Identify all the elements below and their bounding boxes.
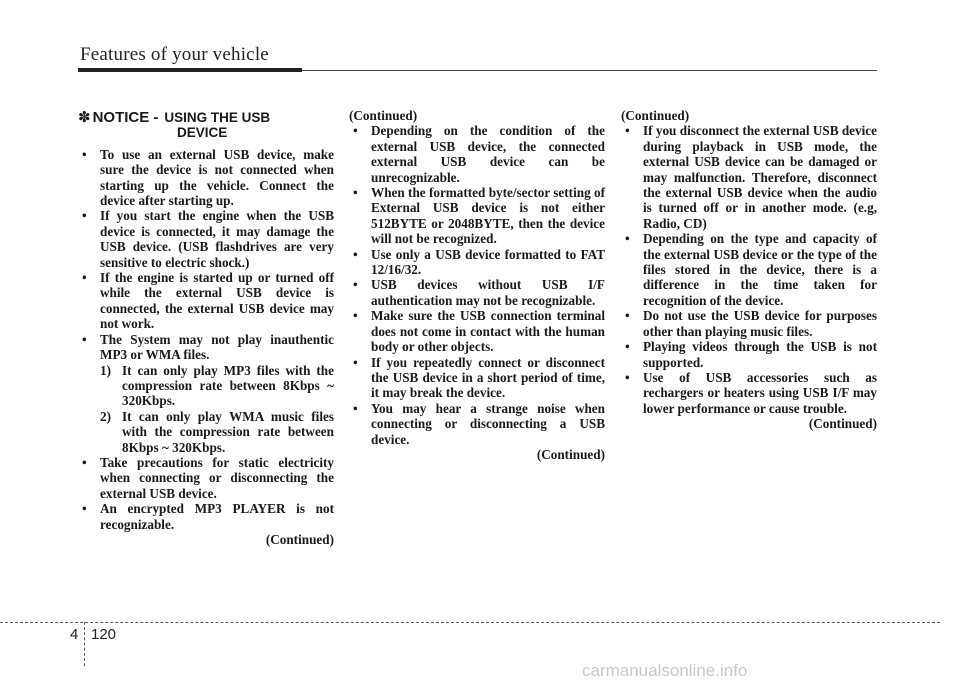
notice-title-line2: DEVICE [177, 125, 228, 141]
section-title: Features of your vehicle [80, 44, 269, 65]
sub-list-item [100, 363, 334, 409]
column-1 [78, 108, 334, 547]
header-bar [78, 68, 302, 72]
chapter-number: 4 [70, 626, 79, 643]
notice-heading [78, 110, 334, 141]
list-item: • If you start the engine when the USB device is connected, it may damage the USB device. (USB flashdrives are very sensitive to electric shock.) [78, 208, 334, 270]
notice-star-icon: ✽ [78, 109, 91, 126]
list-item: • Use of USB accessories such as rechargers or heaters using USB I/F may lower performance or cause trouble. [621, 370, 877, 416]
list-item: • Make sure the USB connection terminal does not come in contact with the human body or other objects. [349, 308, 605, 354]
continued-label: (Continued) [808, 416, 877, 432]
list-item: • An encrypted MP3 PLAYER is not recognizable. [78, 501, 334, 532]
continued-label: (Continued) [536, 446, 605, 462]
sub-list-text: It can only play MP3 files with the compression rate between 8Kbps ~ 320Kbps. [122, 362, 334, 409]
list-item: • If the engine is started up or turned off while the external USB device is connected, the external USB device may not work. [78, 270, 334, 332]
continued-label: (Continued) [265, 531, 334, 547]
list-item: • Playing videos through the USB is not supported. [621, 339, 877, 370]
list-item [78, 332, 334, 455]
notice-list-col1 [78, 147, 334, 532]
list-item: • Take precautions for static electricity when connecting or disconnecting the external USB device. [78, 455, 334, 501]
list-item: • USB devices without USB I/F authentication may not be recognizable. [349, 277, 605, 308]
sub-list [100, 363, 334, 455]
sub-list-item [100, 409, 334, 455]
notice-list-col3 [621, 123, 877, 416]
list-item: • Use only a USB device formatted to FAT 12/16/32. [349, 247, 605, 278]
list-item: • Depending on the type and capacity of the external USB device or the type of the files stored in the device, there is a difference in the time taken for recognition of the device. [621, 231, 877, 308]
header-rule [302, 70, 877, 71]
list-item: • If you disconnect the external USB device during playback in USB mode, the external USB device can be damaged or may malfunction. Therefore, disconnect the external USB device when the audio is turned off or in another mode. (e.g, Radio, CD) [621, 123, 877, 231]
footer-divider [84, 622, 85, 666]
column-2 [349, 108, 605, 462]
sub-list-number: 2) [100, 408, 111, 424]
notice-list-col2 [349, 123, 605, 447]
continued-top-label: (Continued) [621, 108, 690, 123]
list-item: • When the formatted byte/sector setting of External USB device is not either 512BYTE or 2048BYTE, then the device will not be recognized. [349, 185, 605, 247]
notice-title-line1: USING THE USB [164, 110, 271, 125]
list-item: • To use an external USB device, make sure the device is not connected when starting up the vehicle. Connect the device after starting up. [78, 147, 334, 209]
notice-label: NOTICE - [92, 109, 159, 126]
list-item: • Do not use the USB device for purposes other than playing music files. [621, 308, 877, 339]
list-item: • Depending on the condition of the external USB device, the connected external USB device can be unrecognizable. [349, 123, 605, 185]
column-3 [621, 108, 877, 432]
continued-top-label: (Continued) [349, 108, 418, 123]
watermark: carmanualsonline.info [582, 661, 748, 680]
footer-rule [0, 622, 940, 623]
list-item-text: The System may not play inauthentic MP3 or WMA files. [100, 331, 334, 363]
list-item: • If you repeatedly connect or disconnect the USB device in a short period of time, it may break the device. [349, 355, 605, 401]
page-number: 120 [91, 626, 117, 643]
sub-list-text: It can only play WMA music files with the compression rate between 8Kbps ~ 320Kbps. [122, 408, 334, 455]
sub-list-number: 1) [100, 362, 111, 378]
list-item: • You may hear a strange noise when connecting or disconnecting a USB device. [349, 401, 605, 447]
